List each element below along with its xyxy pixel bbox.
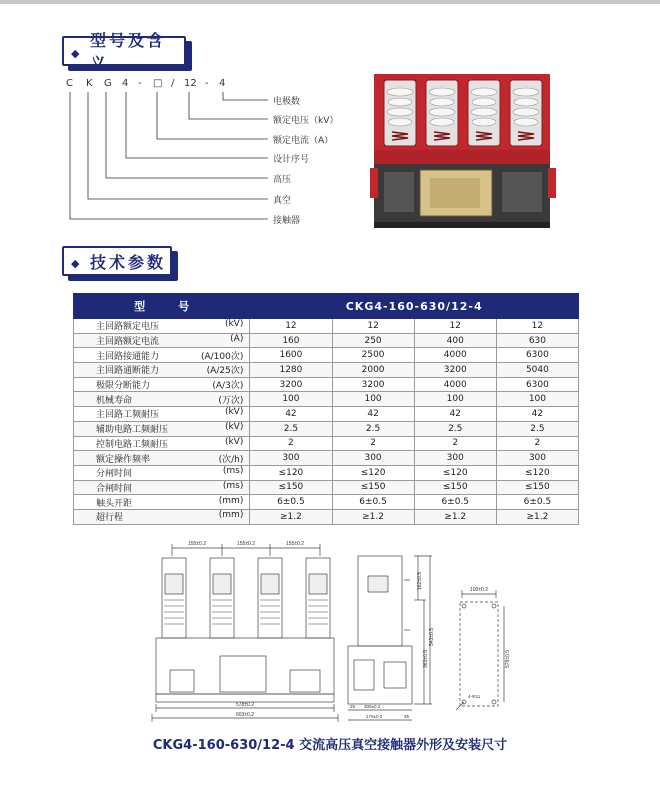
section-heading-specs bbox=[62, 246, 172, 280]
param-value: 42 bbox=[332, 407, 414, 422]
param-value: ≤150 bbox=[496, 480, 578, 495]
param-value: ≥1.2 bbox=[250, 509, 332, 524]
param-unit: (kV) bbox=[224, 319, 244, 330]
param-name-cell bbox=[74, 509, 250, 524]
param-unit: (kV) bbox=[224, 436, 244, 447]
product-photo bbox=[370, 72, 556, 230]
param-value: 2000 bbox=[332, 363, 414, 378]
dim-front-bottom-2: 603±0.2 bbox=[235, 712, 255, 718]
param-unit: (次/h) bbox=[218, 454, 244, 465]
dim-front-top-2: 155±0.2 bbox=[236, 541, 256, 547]
param-name-cell bbox=[74, 480, 250, 495]
param-value: 2.5 bbox=[250, 421, 332, 436]
param-value: ≤120 bbox=[332, 465, 414, 480]
table-row bbox=[74, 348, 579, 363]
param-name: 合闸时间 bbox=[96, 483, 133, 494]
param-name-cell bbox=[74, 348, 250, 363]
param-name: 主回路工频耐压 bbox=[96, 410, 160, 421]
dim-side-right-2: 363±0.5 bbox=[423, 649, 429, 668]
legend-design: 设计序号 bbox=[273, 155, 310, 165]
spec-table bbox=[73, 293, 579, 525]
param-value: ≤150 bbox=[414, 480, 496, 495]
diamond-icon: ◆ bbox=[71, 257, 83, 270]
param-value: 12 bbox=[414, 319, 496, 334]
param-name: 控制电路工频耐压 bbox=[96, 439, 169, 450]
param-value: 3200 bbox=[332, 377, 414, 392]
table-row bbox=[74, 465, 579, 480]
diamond-icon: ◆ bbox=[71, 47, 83, 60]
param-unit: (A) bbox=[230, 334, 244, 345]
param-unit: (ms) bbox=[222, 466, 244, 477]
param-value: 2 bbox=[414, 436, 496, 451]
param-value: 12 bbox=[250, 319, 332, 334]
param-value: 300 bbox=[250, 451, 332, 466]
param-value: 3200 bbox=[414, 363, 496, 378]
param-value: 42 bbox=[414, 407, 496, 422]
param-value: 300 bbox=[496, 451, 578, 466]
front-view-drawing bbox=[150, 536, 340, 726]
param-value: 2 bbox=[250, 436, 332, 451]
param-value: ≤120 bbox=[414, 465, 496, 480]
side-view-drawing bbox=[344, 550, 434, 726]
param-value: 42 bbox=[496, 407, 578, 422]
table-row bbox=[74, 333, 579, 348]
param-unit: (A/100次) bbox=[200, 351, 244, 362]
code-char: / bbox=[171, 78, 175, 89]
table-row bbox=[74, 363, 579, 378]
param-unit: (kV) bbox=[224, 422, 244, 433]
param-name-cell bbox=[74, 319, 250, 334]
param-name-cell bbox=[74, 465, 250, 480]
table-header-row bbox=[74, 294, 579, 319]
table-row bbox=[74, 480, 579, 495]
legend-poles: 电极数 bbox=[273, 97, 301, 107]
code-char: 4 bbox=[219, 78, 226, 89]
table-row bbox=[74, 319, 579, 334]
param-value: 12 bbox=[332, 319, 414, 334]
section-title: 型号及含义 bbox=[90, 31, 167, 73]
code-char: K bbox=[86, 78, 93, 89]
param-value: 1600 bbox=[250, 348, 332, 363]
param-name: 分闸时间 bbox=[96, 469, 133, 480]
param-value: 400 bbox=[414, 333, 496, 348]
param-name: 触头开距 bbox=[96, 498, 133, 509]
param-unit: (万次) bbox=[218, 395, 244, 406]
param-value: 2 bbox=[496, 436, 578, 451]
param-unit: (ms) bbox=[222, 480, 244, 491]
param-name-cell bbox=[74, 451, 250, 466]
code-char: □ bbox=[153, 78, 163, 89]
param-value: 4000 bbox=[414, 377, 496, 392]
header-model-value: CKG4-160-630/12-4 bbox=[250, 294, 579, 319]
dim-front-bottom-1: 578±0.2 bbox=[235, 702, 255, 708]
param-value: 300 bbox=[414, 451, 496, 466]
param-name: 极限分断能力 bbox=[96, 381, 151, 392]
legend-voltage: 额定电压（kV） bbox=[273, 116, 339, 126]
heading-box bbox=[62, 246, 172, 276]
table-row bbox=[74, 392, 579, 407]
param-value: 6±0.5 bbox=[250, 495, 332, 510]
param-unit: (mm) bbox=[218, 495, 244, 506]
param-unit: (A/25次) bbox=[206, 366, 244, 377]
legend-contactor: 接触器 bbox=[273, 216, 301, 226]
dim-mount-hole: 4-Φ11 bbox=[468, 694, 481, 699]
table-row bbox=[74, 495, 579, 510]
param-value: 6±0.5 bbox=[332, 495, 414, 510]
param-name-cell bbox=[74, 377, 250, 392]
param-value: 4000 bbox=[414, 348, 496, 363]
code-char: G bbox=[104, 78, 112, 89]
dim-mount-top: 100±0.2 bbox=[469, 587, 489, 593]
param-unit: (mm) bbox=[218, 510, 244, 521]
param-value: 6±0.5 bbox=[496, 495, 578, 510]
param-name: 机械寿命 bbox=[96, 395, 133, 406]
code-char: - bbox=[205, 78, 209, 89]
legend-vacuum: 真空 bbox=[273, 196, 292, 206]
section-title: 技术参数 bbox=[90, 252, 167, 272]
code-char: C bbox=[66, 78, 73, 89]
dim-mount-side: 578±0.5 bbox=[505, 649, 511, 668]
param-value: 12 bbox=[496, 319, 578, 334]
param-value: 160 bbox=[250, 333, 332, 348]
param-value: ≤150 bbox=[250, 480, 332, 495]
param-value: 5040 bbox=[496, 363, 578, 378]
table-row bbox=[74, 451, 579, 466]
param-value: 100 bbox=[496, 392, 578, 407]
legend-high-voltage: 高压 bbox=[273, 175, 292, 185]
param-name-cell bbox=[74, 333, 250, 348]
table-row bbox=[74, 421, 579, 436]
param-value: ≥1.2 bbox=[496, 509, 578, 524]
dim-side-right-1: 162±0.5 bbox=[417, 571, 423, 590]
param-name-cell bbox=[74, 495, 250, 510]
param-name-cell bbox=[74, 407, 250, 422]
legend-current: 额定电流（A） bbox=[273, 136, 334, 146]
code-char: 4 bbox=[122, 78, 129, 89]
param-value: 3200 bbox=[250, 377, 332, 392]
param-value: 100 bbox=[332, 392, 414, 407]
param-name: 主回路接通能力 bbox=[96, 351, 160, 362]
table-body bbox=[74, 319, 579, 525]
param-name: 主回路额定电流 bbox=[96, 337, 160, 348]
drawing-caption: CKG4-160-630/12-4 交流高压真空接触器外形及安装尺寸 bbox=[152, 738, 508, 753]
param-value: 6300 bbox=[496, 348, 578, 363]
param-value: ≥1.2 bbox=[414, 509, 496, 524]
param-value: 1280 bbox=[250, 363, 332, 378]
param-value: 100 bbox=[414, 392, 496, 407]
param-value: ≤120 bbox=[250, 465, 332, 480]
param-name: 额定操作频率 bbox=[96, 454, 151, 465]
param-value: 6300 bbox=[496, 377, 578, 392]
param-value: 250 bbox=[332, 333, 414, 348]
param-value: 2.5 bbox=[496, 421, 578, 436]
dim-side-right-3: 543±0.5 bbox=[429, 627, 435, 646]
param-value: 630 bbox=[496, 333, 578, 348]
param-name: 辅助电路工频耐压 bbox=[96, 425, 169, 436]
dim-side-bottom-4: 35 bbox=[404, 714, 410, 719]
param-name-cell bbox=[74, 436, 250, 451]
param-unit: (A/3次) bbox=[212, 381, 244, 392]
param-unit: (kV) bbox=[224, 407, 244, 418]
param-value: 2500 bbox=[332, 348, 414, 363]
param-name-cell bbox=[74, 363, 250, 378]
param-value: 300 bbox=[332, 451, 414, 466]
param-name-cell bbox=[74, 392, 250, 407]
param-value: 42 bbox=[250, 407, 332, 422]
param-value: 2.5 bbox=[332, 421, 414, 436]
param-name: 主回路额定电压 bbox=[96, 322, 160, 333]
param-value: 6±0.5 bbox=[414, 495, 496, 510]
code-char: - bbox=[138, 78, 142, 89]
dim-side-bottom-1: 25 bbox=[350, 704, 356, 709]
param-value: ≤150 bbox=[332, 480, 414, 495]
table-row bbox=[74, 509, 579, 524]
param-name-cell bbox=[74, 421, 250, 436]
param-value: ≥1.2 bbox=[332, 509, 414, 524]
param-value: 100 bbox=[250, 392, 332, 407]
header-model-label: 型 号 bbox=[74, 294, 250, 319]
dim-front-top-1: 155±0.2 bbox=[187, 541, 207, 547]
code-char: 12 bbox=[184, 78, 197, 89]
table-row bbox=[74, 407, 579, 422]
table-row bbox=[74, 377, 579, 392]
dim-side-bottom-2: 300±0.2 bbox=[364, 704, 381, 709]
param-value: 2 bbox=[332, 436, 414, 451]
param-name: 主回路通断能力 bbox=[96, 366, 160, 377]
dim-front-top-3: 155±0.2 bbox=[285, 541, 305, 547]
table-row bbox=[74, 436, 579, 451]
mounting-drawing bbox=[452, 584, 512, 714]
param-value: 2.5 bbox=[414, 421, 496, 436]
dim-side-bottom-3: 170±0.2 bbox=[366, 714, 383, 719]
param-name: 超行程 bbox=[96, 513, 124, 524]
param-value: ≤120 bbox=[496, 465, 578, 480]
